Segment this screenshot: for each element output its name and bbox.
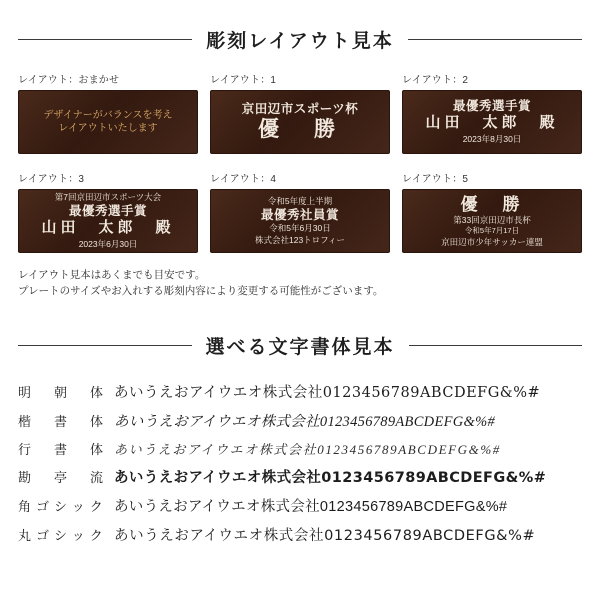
plate-line: 最優秀社員賞 [260, 208, 339, 223]
plate-line: 2023年8月30日 [462, 134, 522, 145]
plate-line: 2023年6月30日 [78, 238, 138, 249]
plate-line: 優 勝 [258, 118, 342, 142]
font-sample-text: あいうえおアイウエオ株式会社0123456789ABCDEFG&%# [114, 527, 536, 544]
plate-line: 山田 太郎 殿 [41, 219, 175, 237]
plate-label: レイアウト：2 [402, 75, 469, 86]
plate-line: 優 勝 [460, 194, 524, 214]
plate-cell [210, 71, 390, 154]
plate-line: 第7回京田辺市スポーツ大会 [54, 191, 162, 202]
heading-rule-left [18, 345, 192, 346]
heading-rule-right [408, 39, 582, 40]
plate-preview [210, 189, 390, 253]
plate-cell [210, 170, 390, 253]
plate-line: 令和5年7月17日 [464, 226, 520, 236]
plate-line: デザイナーがバランスを考え [43, 109, 173, 121]
font-name: 丸ゴシック [18, 527, 108, 543]
plate-line: 株式会社123トロフィー [254, 234, 345, 245]
plate-line: 令和5年度上半期 [267, 195, 333, 206]
heading-rule-left [18, 39, 192, 40]
font-name: 楷 書 体 [18, 413, 109, 429]
font-sample-text: あいうえおアイウエオ株式会社0123456789ABCDEFG&%# [114, 413, 496, 430]
plate-line: 京田辺市スポーツ杯 [241, 102, 359, 117]
plate-label: レイアウト：3 [18, 174, 85, 185]
layout-note-line-2: プレートのサイズやお入れする彫刻内容により変更する可能性がございます。 [18, 285, 384, 298]
table-row [18, 520, 582, 549]
plate-cell [402, 170, 582, 253]
plate-line: 令和5年6月30日 [269, 223, 331, 234]
plate-cell [18, 170, 198, 253]
font-sample-table [18, 377, 582, 549]
plate-preview [402, 189, 582, 253]
plate-preview [18, 189, 198, 253]
layout-note [18, 267, 582, 300]
font-name: 明 朝 体 [18, 384, 109, 400]
plate-preview [18, 90, 198, 154]
font-sample-text: あいうえおアイウエオ株式会社0123456789ABCDEFG&%# [114, 469, 547, 486]
plate-line: 第33回京田辺市長杯 [453, 214, 531, 225]
plate-label: レイアウト：1 [210, 75, 277, 86]
plate-grid [18, 71, 582, 253]
plate-cell [18, 71, 198, 154]
plate-line: レイアウトいたします [58, 123, 158, 134]
plate-cell [402, 71, 582, 154]
plate-preview [402, 90, 582, 154]
plate-line: 山田 太郎 殿 [425, 114, 559, 132]
table-row [18, 377, 582, 406]
layout-section-title: 彫刻レイアウト見本 [206, 31, 394, 52]
font-name: 行 書 体 [18, 441, 109, 457]
font-sample-text: あいうえおアイウエオ株式会社0123456789ABCDEFG&%# [114, 441, 501, 457]
font-sample-text: あいうえおアイウエオ株式会社0123456789ABCDEFG&%# [114, 498, 508, 515]
font-sample-text: あいうえおアイウエオ株式会社0123456789ABCDEFG&%# [114, 384, 541, 401]
plate-line: 最優秀選手賞 [452, 99, 531, 114]
table-row [18, 406, 582, 435]
plate-label: レイアウト：5 [402, 174, 469, 185]
plate-preview [210, 90, 390, 154]
heading-rule-right [409, 345, 583, 346]
plate-line: 最優秀選手賞 [68, 204, 147, 219]
fonts-section-title: 選べる文字書体見本 [205, 336, 395, 358]
font-name: 角ゴシック [18, 498, 108, 514]
table-row [18, 435, 582, 462]
plate-line: 京田辺市少年サッカー連盟 [441, 236, 543, 247]
layout-section-heading [18, 26, 582, 53]
fonts-section-heading [18, 332, 582, 359]
table-row [18, 491, 582, 520]
plate-label: レイアウト：おまかせ [18, 75, 120, 86]
table-row [18, 462, 582, 491]
layout-note-line-1: レイアウト見本はあくまでも目安です。 [18, 269, 206, 281]
plate-label: レイアウト：4 [210, 174, 277, 185]
font-name: 勘 亭 流 [18, 469, 109, 485]
